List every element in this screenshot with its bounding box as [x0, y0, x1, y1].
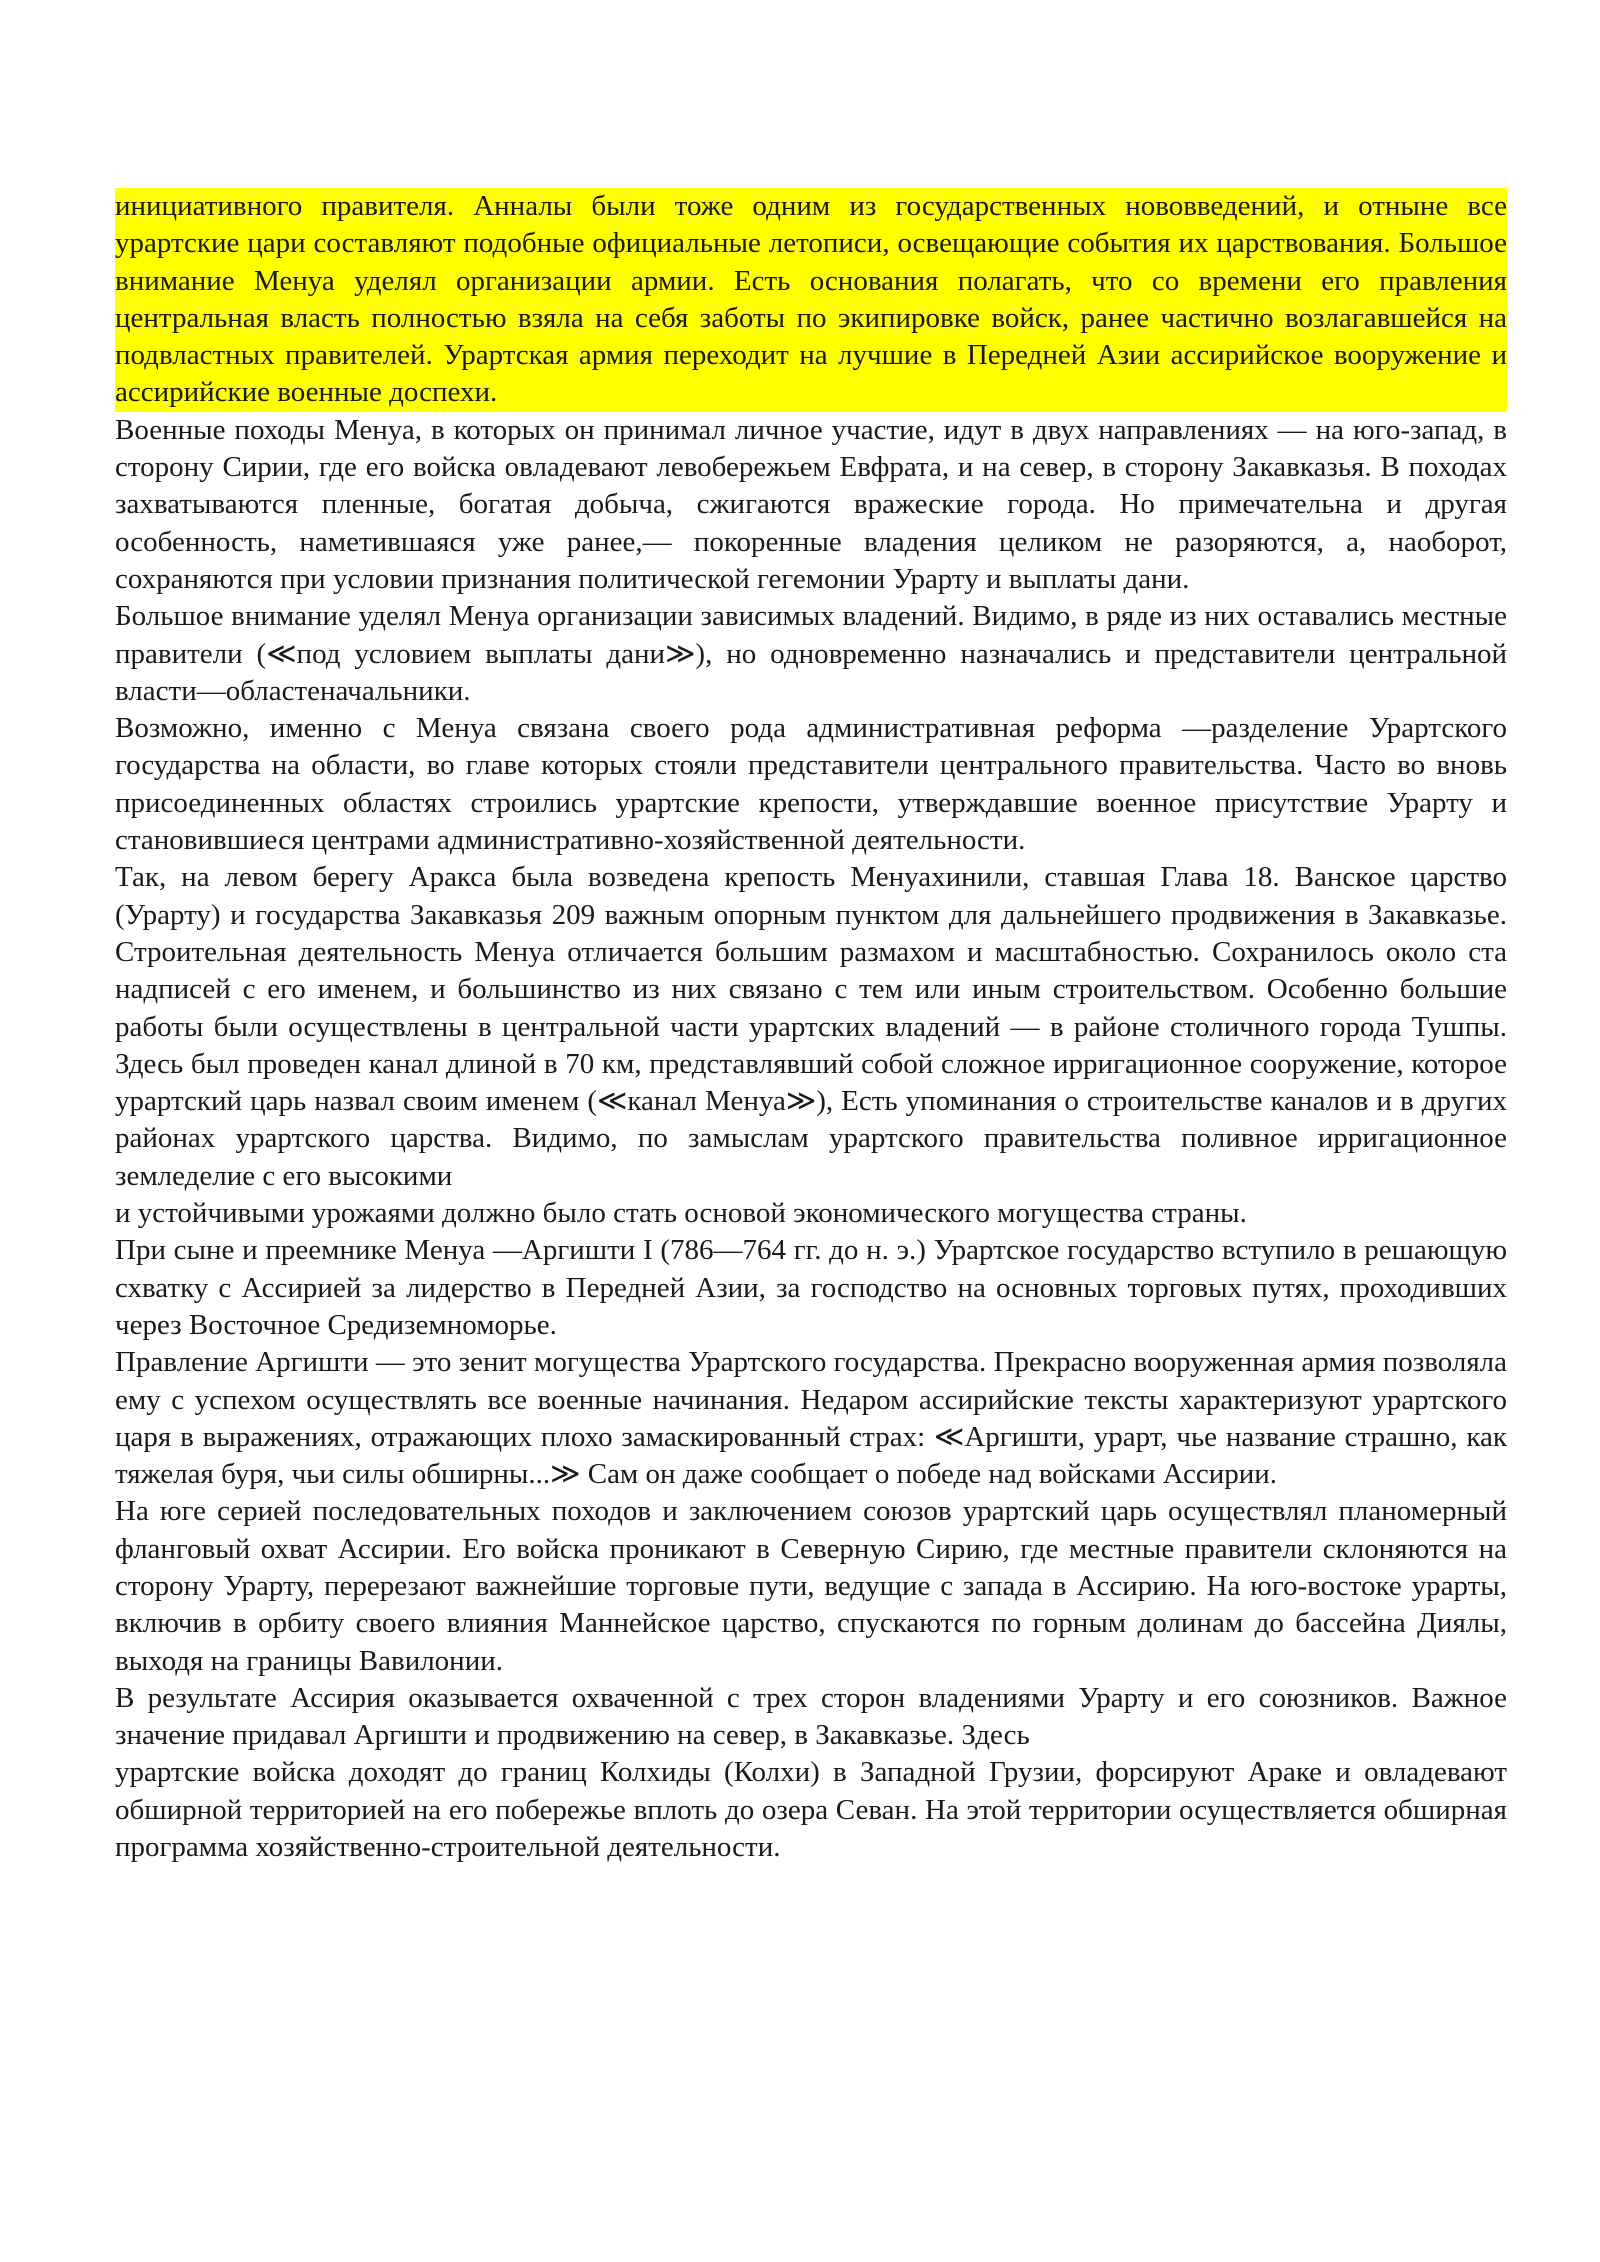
paragraph: и устойчивыми урожаями должно было стать основой экономического могущества страны. [115, 1197, 1247, 1230]
document-page [115, 188, 1507, 1866]
paragraph: На юге серией последовательных походов и заключением союзов урартский царь осуществлял планомерный фланговый охват Ассирии. Его войска проникают в Северную Сирию, где местные правители склоняются на сторону Урарту, перерезают важнейшие торговые пути, ведущие с запада в Ассирию. На юго-востоке урарты, включив в орбиту своего влияния Маннейское царство, спускаются по горным долинам до бассейна Диялы, выходя на границы Вавилонии. [115, 1495, 1507, 1677]
paragraph: Правление Аргишти — это зенит могущества Урартского государства. Прекрасно вооруженная армия позволяла ему с успехом осуществлять все военные начинания. Недаром ассирийские тексты характеризуют урартского царя в выражениях, отражающих плохо замаскированный страх: ≪Аргишти, урарт, чье название страшно, как тяжелая буря, чьи силы обширны...≫ Сам он даже сообщает о победе над войсками Ассирии. [115, 1346, 1507, 1491]
paragraph: Большое внимание уделял Менуа организации зависимых владений. Видимо, в ряде из них оставались местные правители (≪под условием выплаты дани≫), но одновременно назначались и представители центральной власти—областеначальники. [115, 600, 1507, 707]
paragraph: Военные походы Менуа, в которых он принимал личное участие, идут в двух направлениях — на юго-запад, в сторону Сирии, где его войска овладевают левобережьем Евфрата, и на север, в сторону Закавказья. В походах захватываются пленные, богатая добыча, сжигаются вражеские города. Но примечательна и другая особенность, наметившаяся уже ранее,— покоренные владения целиком не разоряются, а, наоборот, сохраняются при условии признания политической гегемонии Урарту и выплаты дани. [115, 413, 1507, 595]
paragraph: При сыне и преемнике Менуа —Аргишти I (786—764 гг. до н. э.) Урартское государство вступило в решающую схватку с Ассирией за лидерство в Передней Азии, за господство на основных торговых путях, проходивших через Восточное Средиземноморье. [115, 1234, 1507, 1341]
paragraph: Так, на левом берегу Аракса была возведена крепость Менуахинили, ставшая Глава 18. Ванское царство (Урарту) и государства Закавказья 209 важным опорным пунктом для дальнейшего продвижения в Закавказье. Строительная деятельность Менуа отличается большим размахом и масштабностью. Сохранилось около ста надписей с его именем, и большинство из них связано с тем или иным строительством. Особенно большие работы были осуществлены в центральной части урартских владений — в районе столичного города Тушпы. Здесь был проведен канал длиной в 70 км, представлявший собой сложное ирригационное сооружение, которое урартский царь назвал своим именем (≪канал Менуа≫), Есть упоминания о строительстве каналов и в других районах урартского царства. Видимо, по замыслам урартского правительства поливное ирригационное земледелие с его высокими [115, 861, 1507, 1192]
paragraph: В результате Ассирия оказывается охваченной с трех сторон владениями Урарту и его союзников. Важное значение придавал Аргишти и продвижению на север, в Закавказье. Здесь [115, 1681, 1507, 1752]
paragraph-highlighted: инициативного правителя. Анналы были тоже одним из государственных нововведений, и отныне все урартские цари составляют подобные официальные летописи, освещающие события их царствования. Большое внимание Менуа уделял организации армии. Есть основания полагать, что со времени его правления центральная власть полностью взяла на себя заботы по экипировке войск, ранее частично возлагавшейся на подвластных правителей. Урартская армия переходит на лучшие в Передней Азии ассирийское вооружение и ассирийские военные доспехи. [115, 188, 1507, 412]
paragraph: Возможно, именно с Менуа связана своего рода административная реформа —разделение Урартского государства на области, во главе которых стояли представители центрального правительства. Часто во вновь присоединенных областях строились урартские крепости, утверждавшие военное присутствие Урарту и становившиеся центрами административно-хозяйственной деятельности. [115, 712, 1507, 857]
paragraph: урартские войска доходят до границ Колхиды (Колхи) в Западной Грузии, форсируют Араке и овладевают обширной территорией на его побережье вплоть до озера Севан. На этой территории осуществляется обширная программа хозяйственно-строительной деятельности. [115, 1756, 1507, 1864]
